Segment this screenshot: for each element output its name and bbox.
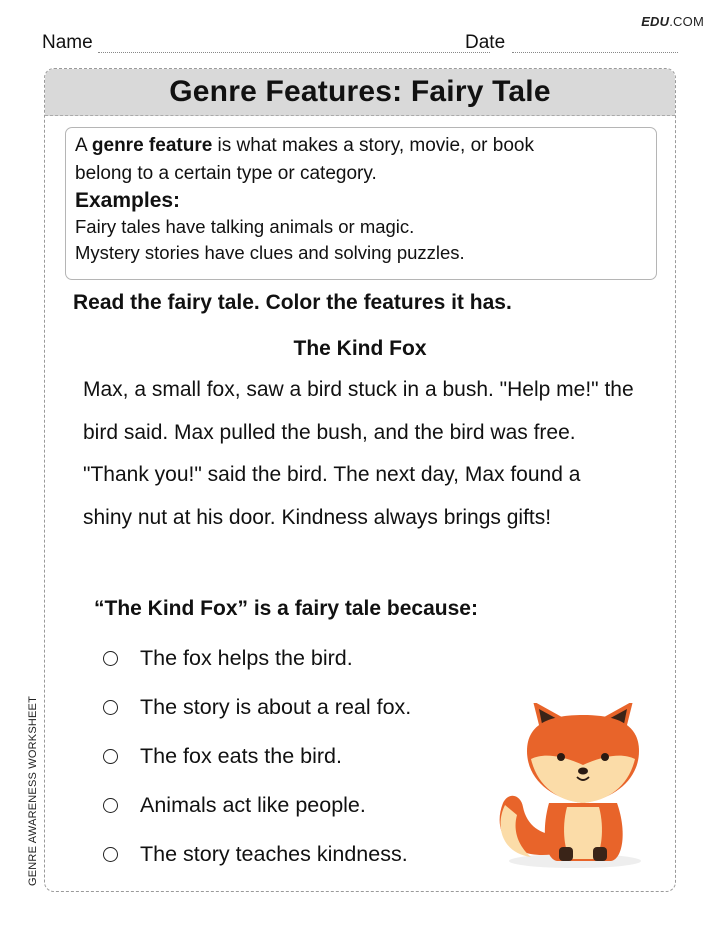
page-title: Genre Features: Fairy Tale (169, 75, 551, 108)
story-title: The Kind Fox (293, 337, 427, 360)
definition-line-2: belong to a certain type or category. (75, 163, 377, 184)
definition-term: genre feature (91, 135, 213, 156)
radio-circle-icon[interactable] (103, 749, 118, 764)
example-item: Fairy tales have talking animals or magic. (75, 216, 415, 237)
radio-circle-icon[interactable] (103, 700, 118, 715)
radio-circle-icon[interactable] (103, 798, 118, 813)
definition-line-1: A genre feature is what makes a story, movie, or book (75, 135, 534, 156)
answer-option[interactable] (103, 683, 411, 732)
title-bar (45, 69, 675, 116)
examples-heading: Examples: (75, 189, 181, 212)
answer-options (103, 634, 411, 879)
option-label: Animals act like people. (140, 793, 366, 817)
answer-option[interactable] (103, 634, 411, 683)
answer-option[interactable] (103, 830, 411, 879)
example-item: Mystery stories have clues and solving puzzles. (75, 242, 465, 263)
option-label: The story teaches kindness. (140, 842, 408, 866)
side-label: GENRE AWARENESS WORKSHEET (27, 696, 39, 886)
radio-circle-icon[interactable] (103, 651, 118, 666)
question-prompt: “The Kind Fox” is a fairy tale because: (94, 597, 478, 620)
brand-logo: EDU.COM (641, 14, 704, 29)
story-text: Max, a small fox, saw a bird stuck in a bush. "Help me!" the bird said. Max pulled the bush, and the bird was free. "Thank you!" said the bird. The next day, Max found a shiny nut at his door. Kindness always brings gifts! (83, 378, 634, 529)
answer-option[interactable] (103, 732, 411, 781)
date-line[interactable] (512, 52, 678, 53)
name-label: Name (42, 32, 93, 53)
date-label: Date (465, 32, 506, 53)
option-label: The story is about a real fox. (140, 695, 412, 719)
option-label: The fox eats the bird. (140, 744, 342, 768)
radio-circle-icon[interactable] (103, 847, 118, 862)
definition-box (65, 127, 657, 280)
worksheet-card (44, 68, 676, 892)
option-label: The fox helps the bird. (140, 646, 353, 670)
name-date-row (42, 32, 678, 54)
instructions: Read the fairy tale. Color the features it has. (73, 291, 512, 314)
name-line[interactable] (98, 52, 490, 53)
fox-illustration (491, 703, 651, 873)
answer-option[interactable] (103, 781, 411, 830)
